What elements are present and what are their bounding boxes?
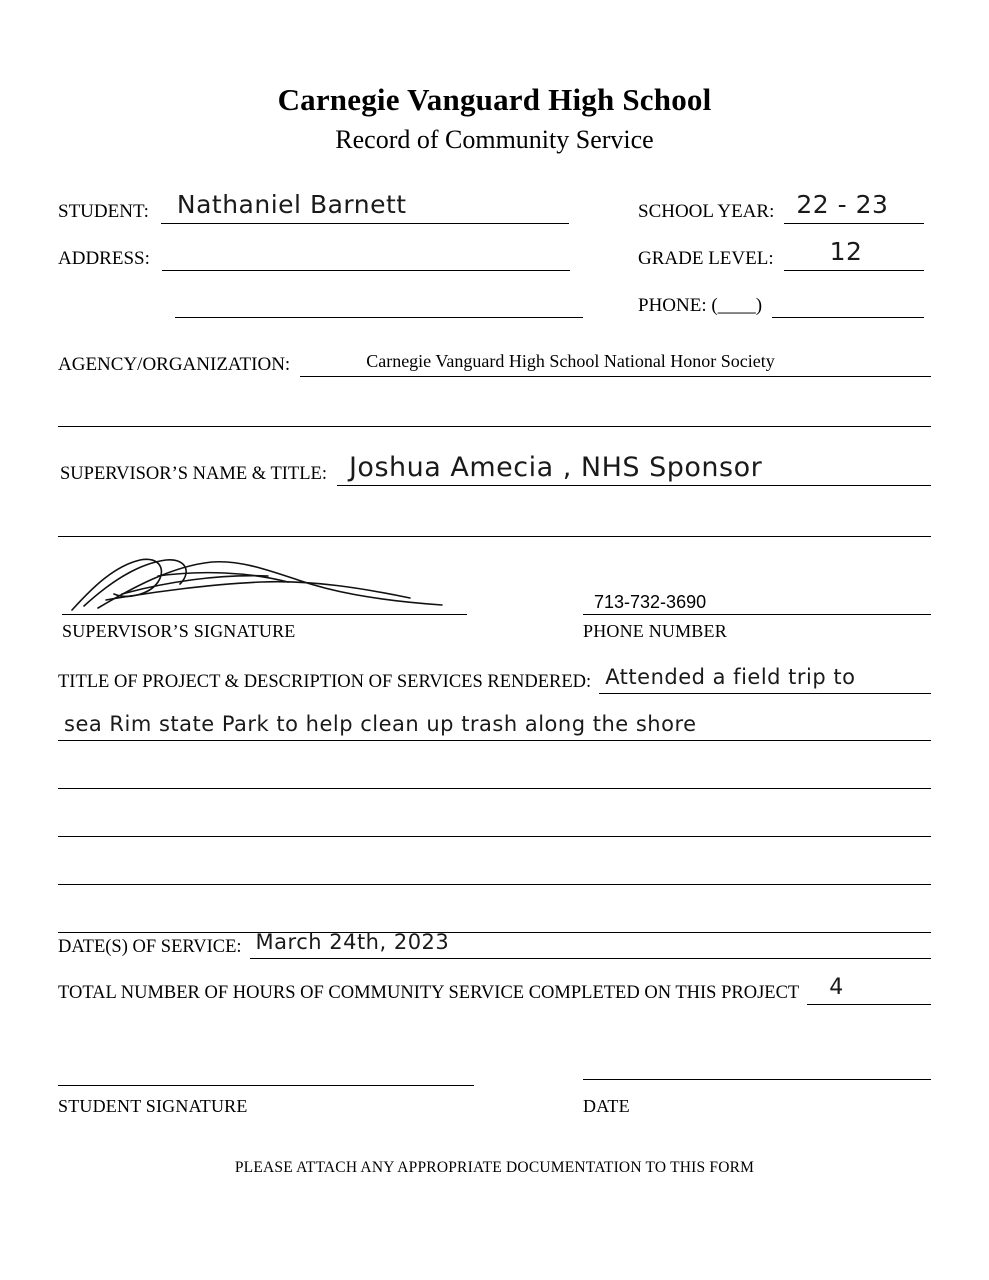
- phone-input[interactable]: [772, 291, 924, 318]
- school-year-value: 22 - 23: [796, 190, 889, 219]
- supervisor-name-input-2[interactable]: [58, 510, 931, 537]
- project-input-line4[interactable]: [58, 810, 931, 837]
- supervisor-signature-mark: [62, 548, 467, 616]
- project-label: TITLE OF PROJECT & DESCRIPTION OF SERVICES RENDERED:: [58, 671, 592, 692]
- phone-number-caption: PHONE NUMBER: [583, 621, 727, 641]
- hours-row: [58, 975, 931, 1005]
- footer-note: PLEASE ATTACH ANY APPROPRIATE DOCUMENTATION TO THIS FORM: [234, 1159, 755, 1176]
- project-row-4: [58, 810, 931, 837]
- agency-label: AGENCY/ORGANIZATION:: [58, 354, 291, 375]
- student-signature-rule[interactable]: [58, 1085, 474, 1086]
- address-row: [58, 244, 583, 271]
- address-row-2: [175, 291, 583, 318]
- school-year-row: [638, 190, 924, 224]
- project-row: [58, 667, 931, 694]
- form-title: Record of Community Service: [335, 124, 654, 154]
- date-caption: DATE: [583, 1096, 630, 1116]
- project-input-line6[interactable]: [58, 906, 931, 933]
- school-name: Carnegie Vanguard High School: [277, 82, 712, 117]
- grade-level-value: 12: [829, 237, 863, 266]
- student-input[interactable]: [161, 190, 569, 224]
- agency-input[interactable]: [300, 350, 931, 377]
- hours-input[interactable]: [807, 975, 931, 1005]
- project-row-3: [58, 762, 931, 789]
- project-input-line3[interactable]: [58, 762, 931, 789]
- student-signature-caption: STUDENT SIGNATURE: [58, 1096, 248, 1116]
- grade-level-row: [638, 237, 924, 271]
- student-value: Nathaniel Barnett: [176, 190, 407, 219]
- supervisor-signature-caption: SUPERVISOR’S SIGNATURE: [62, 621, 296, 641]
- dates-label: DATE(S) OF SERVICE:: [58, 936, 242, 957]
- supervisor-name-input[interactable]: [337, 452, 931, 486]
- grade-level-input[interactable]: [784, 237, 924, 271]
- supervisor-name-label: SUPERVISOR’S NAME & TITLE:: [60, 463, 327, 484]
- project-row-5: [58, 858, 931, 885]
- agency-value: Carnegie Vanguard High School National Honor Society: [366, 351, 775, 371]
- project-input-line2[interactable]: [58, 714, 931, 741]
- date-rule[interactable]: [583, 1079, 931, 1080]
- agency-row-2: [58, 400, 931, 427]
- dates-value: March 24th, 2023: [255, 930, 450, 954]
- agency-row: [58, 350, 931, 377]
- supervisor-name-row-2: [58, 510, 931, 537]
- project-row-6: [58, 906, 931, 933]
- dates-row: [58, 932, 931, 959]
- phone-number-rule: [583, 614, 931, 615]
- student-row: [58, 190, 583, 224]
- project-row-2: [58, 714, 931, 741]
- school-year-label: SCHOOL YEAR:: [638, 201, 775, 222]
- dates-input[interactable]: [250, 932, 931, 959]
- project-value-line1: Attended a field trip to: [605, 665, 856, 689]
- supervisor-signature-field[interactable]: [62, 548, 467, 616]
- hours-value: 4: [829, 975, 844, 1000]
- phone-number-value: 713-732-3690: [594, 592, 707, 612]
- address-input[interactable]: [162, 244, 570, 271]
- address-input-2[interactable]: [175, 291, 583, 318]
- phone-label: PHONE: (____): [638, 295, 763, 316]
- student-label: STUDENT:: [58, 201, 149, 222]
- form-header: [0, 0, 989, 155]
- supervisor-signature-rule: [62, 614, 467, 615]
- agency-input-2[interactable]: [58, 400, 931, 427]
- address-label: ADDRESS:: [58, 248, 150, 269]
- project-input-line1[interactable]: [599, 667, 931, 694]
- project-input-line5[interactable]: [58, 858, 931, 885]
- project-value-line2: sea Rim state Park to help clean up trash along the shore: [64, 712, 697, 736]
- grade-level-label: GRADE LEVEL:: [638, 248, 774, 269]
- hours-label: TOTAL NUMBER OF HOURS OF COMMUNITY SERVICE COMPLETED ON THIS PROJECT: [58, 982, 800, 1003]
- supervisor-name-row: [60, 452, 931, 486]
- school-year-input[interactable]: [784, 190, 924, 224]
- supervisor-name-value: Joshua Amecia , NHS Sponsor: [348, 452, 763, 483]
- phone-row: [638, 291, 924, 318]
